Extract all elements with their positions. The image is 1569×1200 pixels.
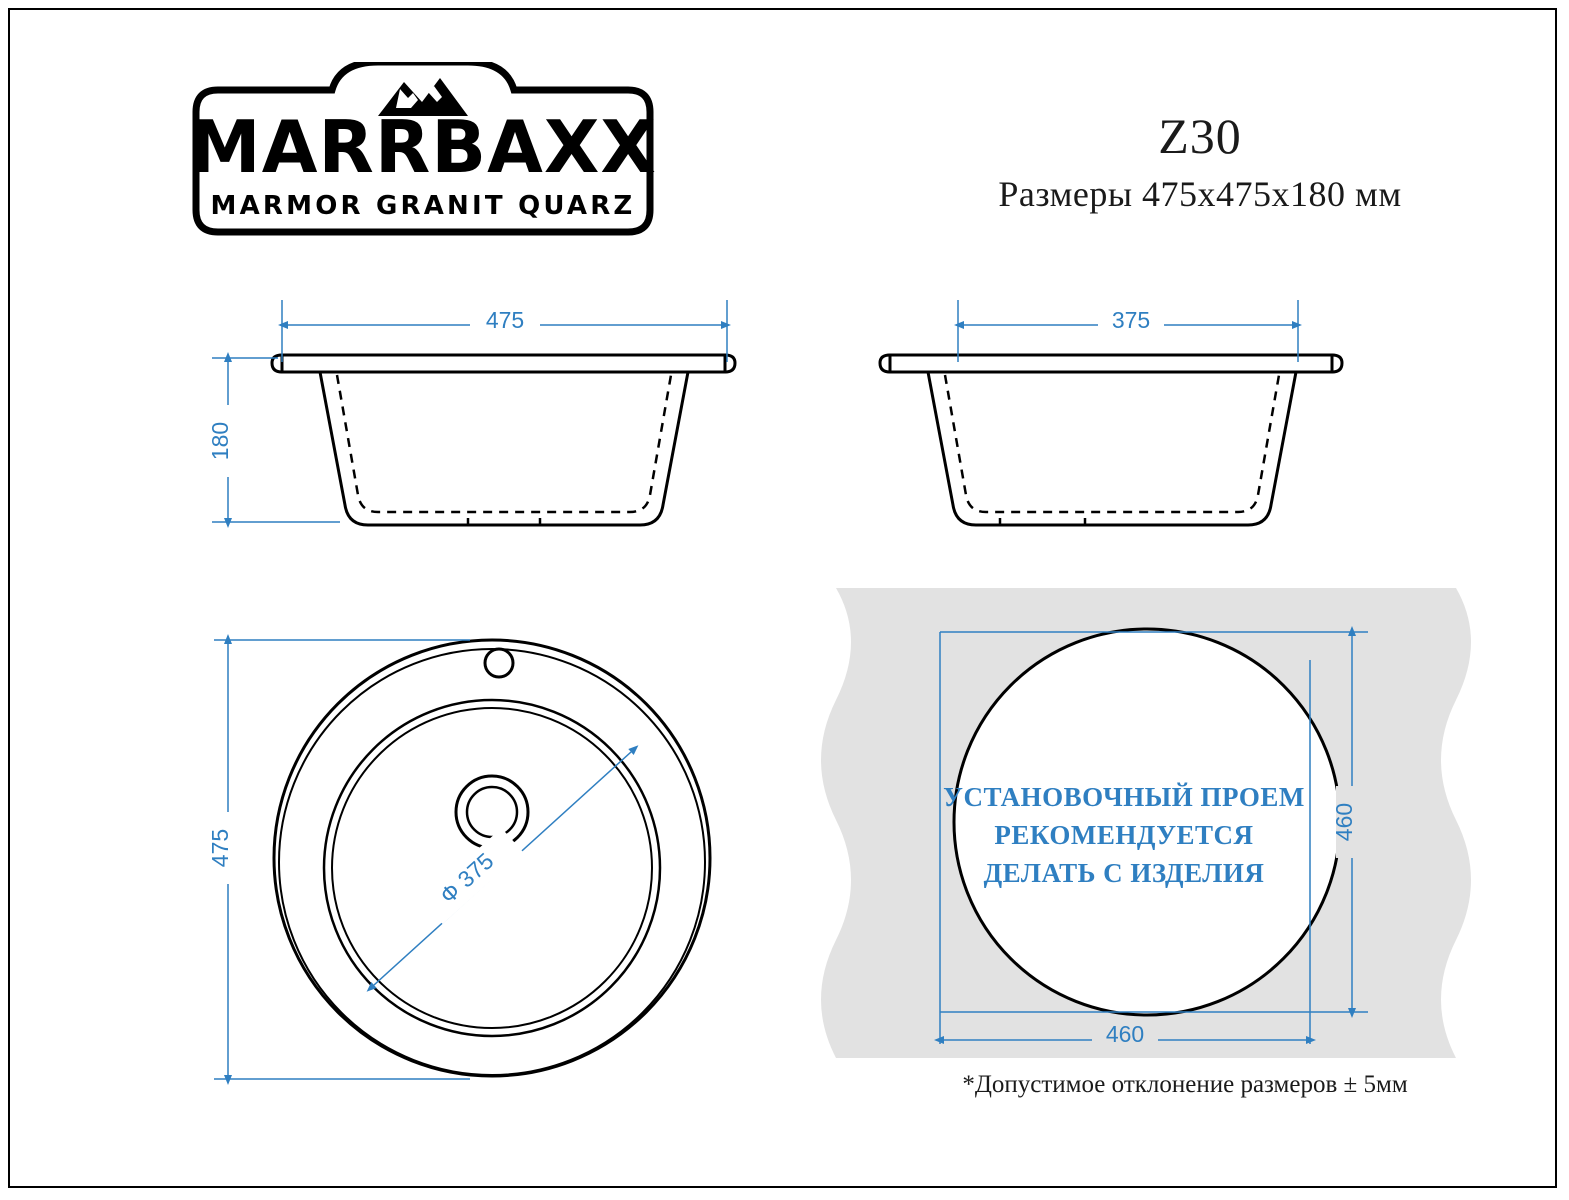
model-name: Z30: [1158, 108, 1242, 164]
cutout-callout-line3: ДЕЛАТЬ С ИЗДЕЛИЯ: [983, 858, 1265, 888]
view-cutout: [821, 588, 1471, 1058]
logo-tagline-text: MARMOR GRANIT QUARZ: [210, 191, 636, 221]
dim-top-outer-width: 475: [207, 828, 233, 868]
view-side-section: [880, 300, 1342, 525]
tolerance-footnote: *Допустимое отклонение размеров ± 5мм: [962, 1071, 1408, 1098]
dim-bowl-diameter: Ф 375: [434, 847, 499, 909]
dim-front-height: 180: [207, 421, 233, 461]
dim-side-width: 375: [1111, 307, 1151, 333]
model-dimensions: Размеры 475x475x180 мм: [998, 173, 1402, 214]
dim-front-width: 475: [485, 307, 525, 333]
logo-brand-text: MARRBAXX: [189, 105, 657, 189]
view-front-section: [207, 300, 735, 525]
dim-cutout-width: 460: [1105, 1021, 1145, 1047]
cutout-callout-line1: УСТАНОВОЧНЫЙ ПРОЕМ: [943, 782, 1305, 812]
dim-cutout-height: 460: [1331, 802, 1357, 842]
cutout-callout-line2: РЕКОМЕНДУЕТСЯ: [994, 820, 1254, 850]
view-top-plan: [207, 640, 710, 1079]
